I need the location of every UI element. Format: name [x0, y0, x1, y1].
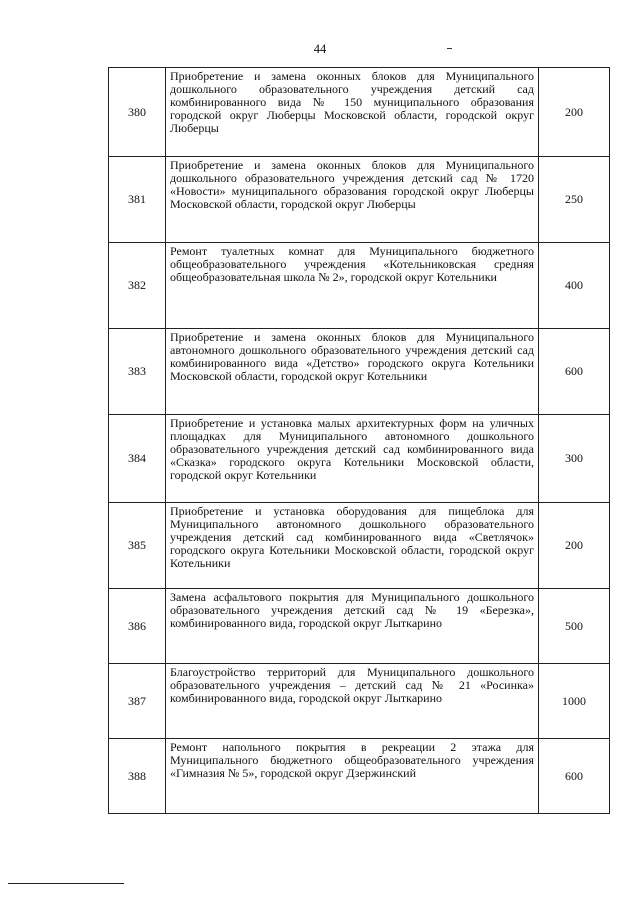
table-row — [109, 68, 610, 157]
row-description: Ремонт туалетных комнат для Муниципального бюджетного общеобразовательного учреждения «Котельниковская средняя общеобразовательная школа № 2», городской округ Котельники — [166, 243, 539, 329]
table-row — [109, 664, 610, 739]
table-row — [109, 739, 610, 814]
page-number: 44 — [313, 42, 327, 56]
row-amount: 400 — [539, 243, 610, 329]
footnote-divider — [8, 883, 124, 884]
budget-table — [108, 67, 610, 814]
row-description: Приобретение и установка оборудования для пищеблока для Муниципального автономного дошкольного образовательного учреждения детский сад комбинированного вида «Светлячок» городского округа Котельники Московской области, городской округ Котельники — [166, 503, 539, 589]
table-row — [109, 157, 610, 243]
row-amount: 200 — [539, 68, 610, 157]
row-number: 387 — [109, 664, 166, 739]
row-number: 382 — [109, 243, 166, 329]
table-row — [109, 415, 610, 503]
row-number: 386 — [109, 589, 166, 664]
row-description: Ремонт напольного покрытия в рекреации 2 этажа для Муниципального бюджетного общеобразовательного учреждения «Гимназия № 5», городской округ Дзержинский — [166, 739, 539, 814]
row-amount: 1000 — [539, 664, 610, 739]
row-number: 380 — [109, 68, 166, 157]
row-amount: 500 — [539, 589, 610, 664]
row-description: Благоустройство территорий для Муниципального дошкольного образовательного учреждения – детский сад № 21 «Росинка» комбинированного вида, городской округ Лыткарино — [166, 664, 539, 739]
row-description: Приобретение и замена оконных блоков для Муниципального дошкольного образовательного учреждения детский сад комбинированного вида № 150 муниципального образования городской округ Люберцы Московской области, городской округ Люберцы — [166, 68, 539, 157]
row-number: 381 — [109, 157, 166, 243]
table-row — [109, 503, 610, 589]
row-number: 388 — [109, 739, 166, 814]
scan-mark — [447, 48, 452, 49]
row-number: 384 — [109, 415, 166, 503]
row-amount: 300 — [539, 415, 610, 503]
row-description: Приобретение и замена оконных блоков для Муниципального автономного дошкольного образовательного учреждения детский сад комбинированного вида «Детство» городского округа Котельники Московской области, городской округ Котельники — [166, 329, 539, 415]
row-amount: 250 — [539, 157, 610, 243]
row-number: 385 — [109, 503, 166, 589]
table-row — [109, 243, 610, 329]
row-number: 383 — [109, 329, 166, 415]
table-row — [109, 329, 610, 415]
table-row — [109, 589, 610, 664]
row-amount: 600 — [539, 739, 610, 814]
row-amount: 600 — [539, 329, 610, 415]
row-description: Приобретение и установка малых архитектурных форм на уличных площадках для Муниципального автономного дошкольного образовательного учреждения детский сад комбинированного вида «Сказка» городского округа Котельники Московской области, городской округ Котельники — [166, 415, 539, 503]
row-description: Приобретение и замена оконных блоков для Муниципального дошкольного образовательного учреждения детский сад № 1720 «Новости» муниципального образования городской округ Люберцы Московской области, городской округ Люберцы — [166, 157, 539, 243]
row-description: Замена асфальтового покрытия для Муниципального дошкольного образовательного учреждения детский сад № 19 «Березка», комбинированного вида, городской округ Лыткарино — [166, 589, 539, 664]
row-amount: 200 — [539, 503, 610, 589]
